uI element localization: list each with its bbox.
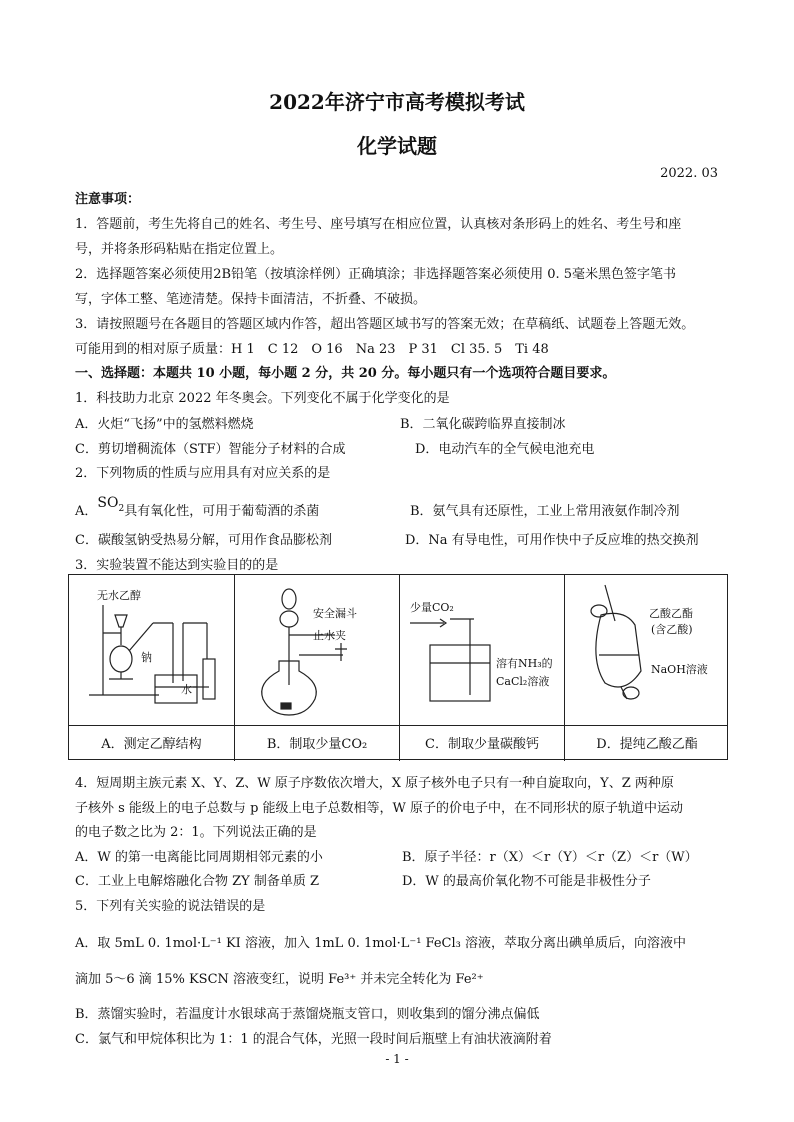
q4-stem-3: 的电子数之比为 2：1。下列说法正确的是 [75,825,317,840]
q5-option-b: B．蒸馏实验时，若温度计水银球高于蒸馏烧瓶支管口，则收集到的馏分沸点偏低 [75,1007,540,1022]
caption-b: B．制取少量CO₂ [266,737,368,752]
section-heading: 一、选择题：本题共 10 小题，每小题 2 分，共 20 分。每小题只有一个选项符合题目要求。 [75,366,616,381]
label-anhydrous-ethanol: 无水乙醇 [97,589,141,602]
q2-option-b: B．氨气具有还原性，工业上常用液氨作制冷剂 [410,504,680,519]
label-nh3: 溶有NH₃的 [496,657,553,670]
q1-option-d: D．电动汽车的全气候电池充电 [415,442,595,457]
co2-generator-apparatus [235,575,400,725]
exam-date: 2022. 03 [660,166,718,181]
notice-line: 2．选择题答案必须使用2B铅笔（按填涂样例）正确填涂；非选择题答案必须使用 0. 5毫米黑色签字笔书 [75,267,677,282]
q4-option-d: D．W 的最高价氧化物不可能是非极性分子 [402,874,651,889]
q5-option-a-line2: 滴加 5～6 滴 15% KSCN 溶液变红，说明 Fe³⁺ 并未完全转化为 Fe²⁺ [75,972,484,987]
notice-line: 号，并将条形码粘贴在指定位置上。 [75,242,284,257]
q3-stem: 3．实验装置不能达到实验目的的是 [75,558,279,573]
calcium-carbonate-apparatus [400,575,565,725]
caption-d: D．提纯乙酸乙酯 [596,737,698,752]
q5-option-c: C．氯气和甲烷体积比为 1：1 的混合气体，光照一段时间后瓶壁上有油状液滴附着 [75,1032,552,1047]
label-acetic-acid: (含乙酸) [651,623,693,636]
label-naoh: NaOH溶液 [651,663,708,676]
q1-option-c: C．剪切增稠流体（STF）智能分子材料的合成 [75,442,346,457]
figure-cell-b [235,575,400,761]
table-divider [69,725,727,726]
q4-option-c: C．工业上电解熔融化合物 ZY 制备单质 Z [75,874,319,889]
figure-cell-a [69,575,235,761]
q5-option-a-line1: A．取 5mL 0. 1mol·L⁻¹ KI 溶液，加入 1mL 0. 1mol·L⁻¹ FeCl₃ 溶液，萃取分离出碘单质后，向溶液中 [75,936,686,951]
ethanol-sodium-apparatus [69,575,235,725]
label-cacl2: CaCl₂溶液 [496,675,550,688]
label-water: 水 [181,683,192,696]
q4-stem-2: 子核外 s 能级上的电子总数与 p 能级上电子总数相等，W 原子的价电子中，在不同形状的原子轨道中运动 [75,801,684,816]
caption-c: C．制取少量碳酸钙 [425,737,539,752]
q4-stem-1: 4．短周期主族元素 X、Y、Z、W 原子序数依次增大，X 原子核外电子只有一种自旋取向，Y、Z 两种原 [75,776,674,791]
exam-subtitle: 化学试题 [357,134,437,158]
label-clamp: 止水夹 [313,629,346,642]
label-ethyl-acetate: 乙酸乙酯 [649,607,693,620]
exam-title: 2022年济宁市高考模拟考试 [269,90,525,114]
notice-line: 写，字体工整、笔迹清楚。保持卡面清洁，不折叠、不破损。 [75,292,427,307]
q4-option-a: A．W 的第一电离能比同周期相邻元素的小 [75,850,323,865]
q2-option-a: A．$SO_2$具有氧化性，可用于葡萄酒的杀菌 [75,495,320,519]
figure-cell-c [400,575,565,761]
caption-a: A．测定乙醇结构 [101,737,202,752]
notice-heading: 注意事项： [75,192,141,207]
q2-stem: 2．下列物质的性质与应用具有对应关系的是 [75,466,331,481]
atomic-mass-line: 可能用到的相对原子质量：H 1 C 12 O 16 Na 23 P 31 Cl 35. 5 Ti 48 [75,342,549,357]
q1-option-a: A．火炬“飞扬”中的氢燃料燃烧 [75,417,254,432]
notice-line: 3．请按照题号在各题目的答题区域内作答，超出答题区域书写的答案无效；在草稿纸、试题卷上答题无效。 [75,317,695,332]
q2-option-d: D．Na 有导电性，可用作快中子反应堆的热交换剂 [405,533,699,548]
label-sodium: 钠 [141,651,152,664]
page-number: - 1 - [385,1052,409,1066]
so2-formula: $SO_2$ [97,495,125,514]
figure-cell-d [565,575,729,761]
label-safety-funnel: 安全漏斗 [313,607,357,620]
q5-stem: 5．下列有关实验的说法错误的是 [75,899,266,914]
label-co2: 少量CO₂ [410,601,454,614]
q3-figure-table [68,574,728,760]
separatory-funnel-apparatus [565,575,729,725]
q1-stem: 1．科技助力北京 2022 年冬奥会。下列变化不属于化学变化的是 [75,391,450,406]
q4-option-b: B．原子半径：r（X）＜r（Y）＜r（Z）＜r（W） [402,850,698,865]
q1-option-b: B．二氧化碳跨临界直接制冰 [400,417,566,432]
q2-option-c: C．碳酸氢钠受热易分解，可用作食品膨松剂 [75,533,332,548]
notice-line: 1．答题前，考生先将自己的姓名、考生号、座号填写在相应位置，认真核对条形码上的姓名、考生号和座 [75,217,682,232]
